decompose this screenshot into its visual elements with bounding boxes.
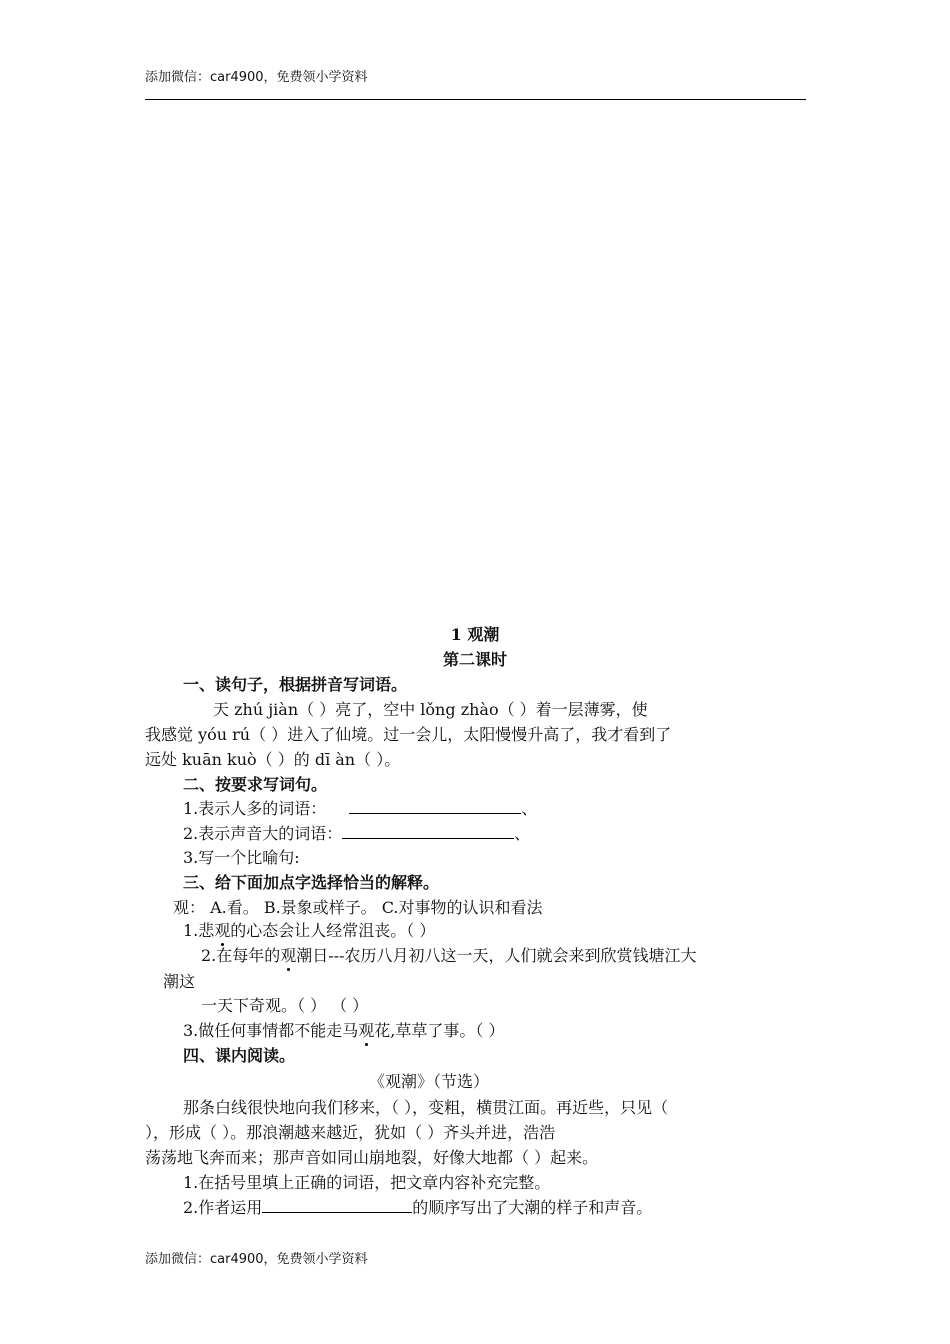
section3-q1: [183, 920, 435, 942]
section1-heading: 一、读句子，根据拼音写词语。: [183, 675, 408, 694]
passage-line3: 荡荡地飞奔而来；那声音如同山崩地裂，好像大地都（ ）起来。: [145, 1148, 599, 1167]
q3-text-pre: 3.做任何事情都不能走马: [183, 1021, 359, 1040]
page-footer: 添加微信：car4900，免费领小学资料: [145, 1252, 368, 1267]
header-rule: [145, 99, 806, 100]
section4-q2: [183, 1197, 652, 1219]
q2-text-pre: 2.作者运用: [183, 1198, 263, 1217]
answer-blank[interactable]: [262, 1198, 412, 1213]
lesson-title: 1 观潮: [450, 625, 500, 644]
q2-text-pre: 2.在每年的: [201, 946, 281, 965]
section1-line2: 我感觉 yóu rú（ ）进入了仙境。过一会儿，太阳慢慢升高了，我才看到了: [145, 725, 672, 744]
dotted-char: 观: [358, 1021, 375, 1040]
passage-line1: 那条白线很快地向我们移来，（ ），变粗，横贯江面。再近些，只见（: [183, 1098, 669, 1117]
dotted-char: 观: [214, 921, 231, 940]
dotted-char: 观: [280, 946, 297, 965]
q2-text-post: 潮日---农历八月初八这一天，人们就会来到欣赏钱塘江大: [296, 946, 697, 965]
q3-text-post: 花,草草了事。（ ）: [374, 1021, 505, 1040]
separator: 、: [514, 824, 531, 843]
section4-heading: 四、课内阅读。: [183, 1046, 296, 1065]
page-header: 添加微信：car4900，免费领小学资料: [145, 70, 368, 85]
section2-q3: 3.写一个比喻句:: [183, 848, 300, 867]
section3-heading: 三、给下面加点字选择恰当的解释。: [183, 873, 440, 892]
separator: 、: [521, 799, 538, 818]
section1-line3: 远处 kuān kuò（ ）的 dī àn（ ）。: [145, 750, 401, 769]
excerpt-title: 《观潮》（节选）: [369, 1072, 490, 1091]
section1-line1: 天 zhú jiàn（ ）亮了，空中 lǒng zhào（ ）着一层薄雾，使: [213, 700, 648, 719]
section2-heading: 二、按要求写词句。: [183, 775, 328, 794]
q1-text-pre: 1.悲: [183, 921, 215, 940]
lesson-subtitle: 第二课时: [442, 650, 507, 669]
section2-q2-text: 2.表示声音大的词语：: [183, 824, 343, 843]
section3-options: 观： A.看。 B.景象或样子。 C.对事物的认识和看法: [173, 898, 543, 917]
passage-line2: ），形成（ ）。那浪潮越来越近，犹如（ ）齐头并进，浩浩: [145, 1123, 556, 1142]
answer-blank[interactable]: [342, 824, 514, 839]
section2-q2: [183, 823, 530, 845]
answer-blank[interactable]: [349, 799, 521, 814]
section4-q1: 1.在括号里填上正确的词语，把文章内容补充完整。: [183, 1173, 551, 1192]
q1-text-post: 的心态会让人经常沮丧。（ ）: [230, 921, 436, 940]
section3-q2-line3: 一天下奇观。（ ） （ ）: [201, 996, 369, 1015]
section3-q2-line2: 潮这: [163, 972, 196, 991]
section3-q3: [183, 1020, 504, 1042]
q2-text-post: 的顺序写出了大潮的样子和声音。: [412, 1198, 653, 1217]
section2-q1-text: 1.表示人多的词语：: [183, 799, 327, 818]
section3-q2: [201, 945, 697, 967]
section2-q1: [183, 798, 537, 820]
